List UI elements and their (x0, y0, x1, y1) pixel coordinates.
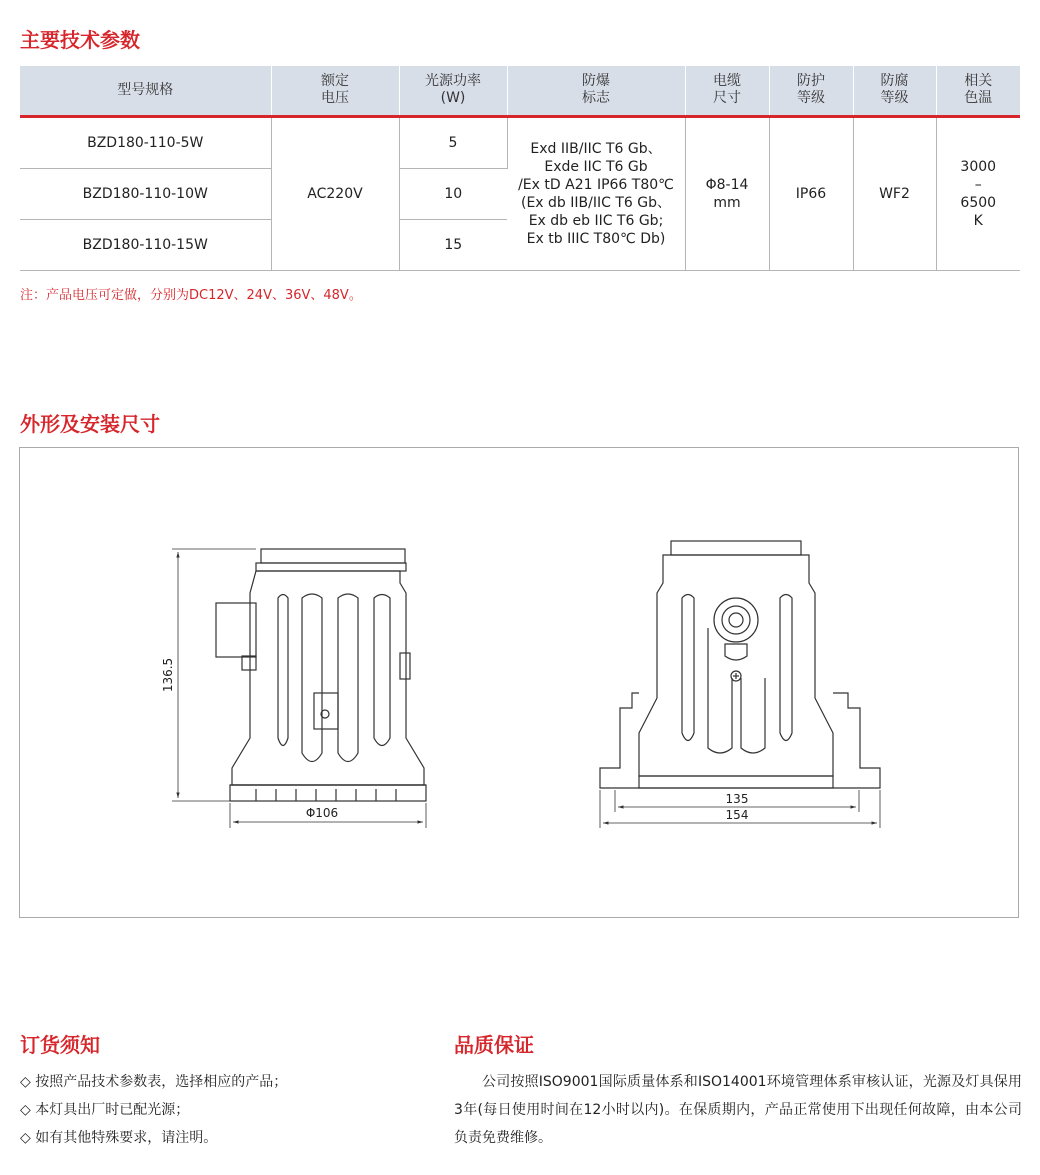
dimension-drawing (20, 448, 1020, 919)
header-power: 光源功率 (W) (399, 66, 507, 116)
header-ex-marking: 防爆 标志 (507, 66, 685, 116)
quality-section-title: 品质保证 (454, 1033, 534, 1057)
params-table (20, 66, 1020, 271)
protection-cell: IP66 (769, 116, 853, 270)
header-color-temp: 相关 色温 (936, 66, 1020, 116)
side-view (172, 549, 426, 828)
model-cell: BZD180-110-10W (20, 168, 271, 219)
table-row (20, 116, 1020, 168)
color-temp-cell: 3000 – 6500 K (936, 116, 1020, 270)
order-item: ◇ 按照产品技术参数表，选择相应的产品； (20, 1074, 288, 1090)
order-list (20, 1068, 287, 1152)
voltage-cell: AC220V (271, 116, 399, 270)
order-item: ◇ 如有其他特殊要求，请注明。 (20, 1130, 218, 1146)
header-cable-size: 电缆 尺寸 (685, 66, 769, 116)
power-cell: 15 (399, 219, 507, 270)
model-cell: BZD180-110-15W (20, 219, 271, 270)
outline-drawing (19, 447, 1019, 918)
anticorrosion-cell: WF2 (853, 116, 936, 270)
cable-size-cell: Φ8-14 mm (685, 116, 769, 270)
params-section-title: 主要技术参数 (20, 28, 140, 52)
header-model: 型号规格 (20, 66, 271, 116)
diameter-dimension-label: Φ106 (305, 806, 339, 820)
header-voltage: 额定 电压 (271, 66, 399, 116)
quality-paragraph: 公司按照ISO9001国际质量体系和ISO14001环境管理体系审核认证，光源及灯具保用3年(每日使用时间在12小时以内)。在保质期内，产品正常使用下出现任何故障，由本公司负责免费维修。 (454, 1074, 1022, 1146)
voltage-note: 注：产品电压可定做，分别为DC12V、24V、36V、48V。 (20, 288, 362, 303)
header-anticorrosion: 防腐 等级 (853, 66, 936, 116)
width-135-label: 135 (725, 792, 749, 806)
table-header-row (20, 66, 1020, 116)
model-cell: BZD180-110-5W (20, 116, 271, 168)
header-protection: 防护 等级 (769, 66, 853, 116)
order-section-title: 订货须知 (20, 1033, 100, 1057)
front-view (600, 541, 880, 828)
height-dimension-label: 136.5 (161, 657, 175, 693)
ex-marking-cell: Exd IIB/IIC T6 Gb、 Exde IIC T6 Gb /Ex tD A21 IP66 T80℃ (Ex db IIB/IIC T6 Gb、 Ex db eb IIC T6 Gb; Ex tb IIIC T80℃ Db) (507, 116, 685, 270)
power-cell: 5 (399, 116, 507, 168)
order-item: ◇ 本灯具出厂时已配光源； (20, 1102, 190, 1118)
outline-section-title: 外形及安装尺寸 (20, 412, 160, 436)
power-cell: 10 (399, 168, 507, 219)
width-154-label: 154 (725, 808, 749, 822)
